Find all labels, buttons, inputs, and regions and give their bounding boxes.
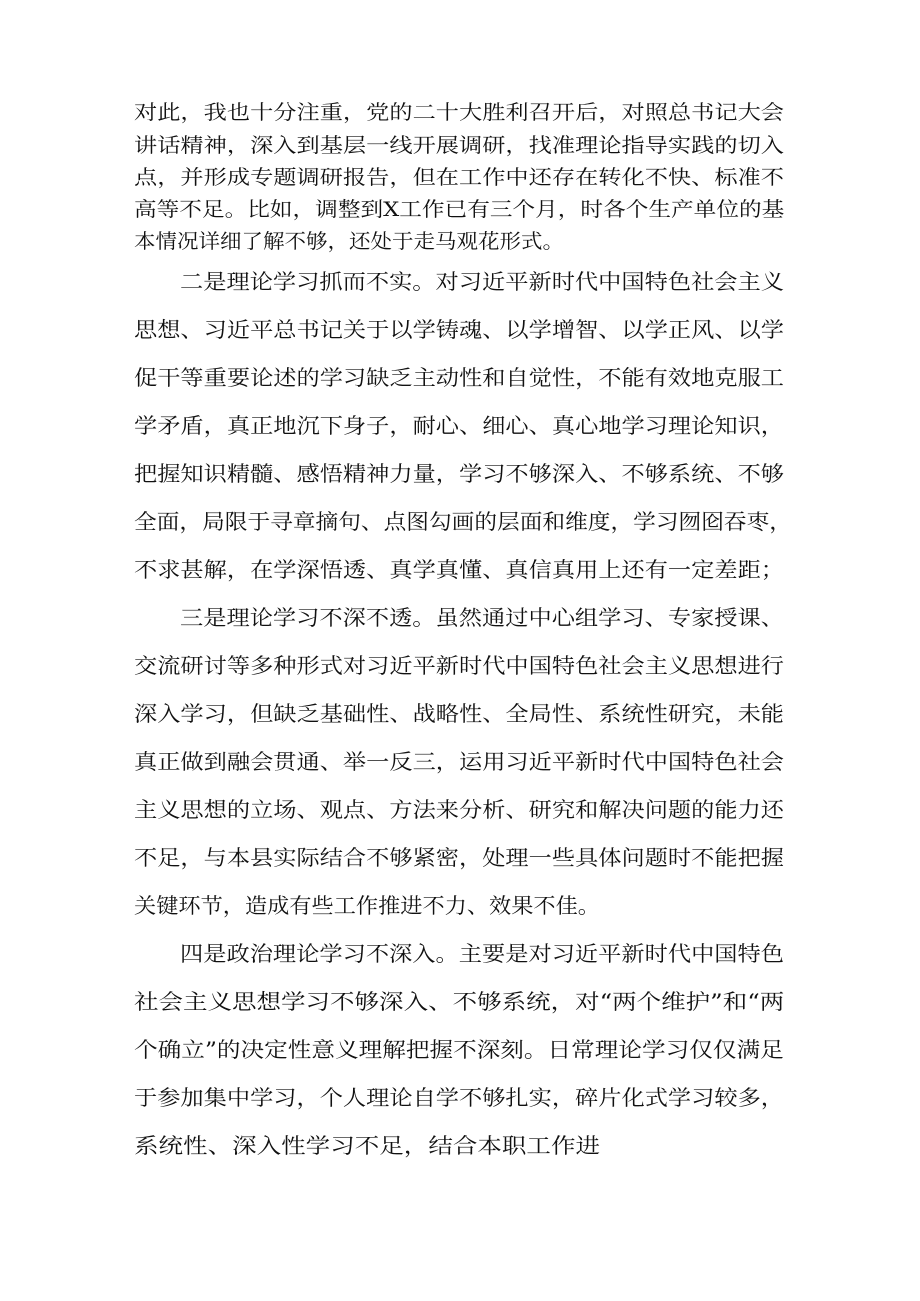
text-line: 本情况详细了解不够，还处于走马观花形式。 bbox=[134, 229, 564, 253]
text-line: 真正做到融会贯通、举一反三，运用习近平新时代中国特色社会 bbox=[134, 750, 784, 774]
text-line: 促干等重要论述的学习缺乏主动性和自觉性，不能有效地克服工 bbox=[134, 366, 784, 390]
text-line: 不求甚解，在学深悟透、真学真懂、真信真用上还有一定差距； bbox=[134, 558, 784, 582]
text-line: 不足，与本县实际结合不够紧密，处理一些具体问题时不能把握 bbox=[134, 846, 784, 870]
text-line: 二是理论学习抓而不实。对习近平新时代中国特色社会主义 bbox=[180, 270, 784, 294]
text-line: 讲话精神，深入到基层一线开展调研，找准理论指导实践的切入 bbox=[134, 133, 784, 157]
text-line: 三是理论学习不深不透。虽然通过中心组学习、专家授课、 bbox=[180, 606, 784, 630]
text-line: 交流研讨等多种形式对习近平新时代中国特色社会主义思想进行 bbox=[134, 654, 784, 678]
text-line: 对此，我也十分注重，党的二十大胜利召开后，对照总书记大会 bbox=[134, 100, 784, 124]
text-line: 个确立”的决定性意义理解把握不深刻。日常理论学习仅仅满足 bbox=[134, 1038, 784, 1062]
text-line: 深入学习，但缺乏基础性、战略性、全局性、系统性研究，未能 bbox=[134, 702, 784, 726]
text-line: 学矛盾，真正地沉下身子，耐心、细心、真心地学习理论知识， bbox=[134, 414, 784, 438]
text-line: 四是政治理论学习不深入。主要是对习近平新时代中国特色 bbox=[180, 942, 784, 966]
text-line: 全面，局限于寻章摘句、点图勾画的层面和维度，学习囫囵吞枣， bbox=[134, 510, 792, 534]
text-line: 思想、习近平总书记关于以学铸魂、以学增智、以学正风、以学 bbox=[134, 318, 784, 342]
text-line: 社会主义思想学习不够深入、不够系统，对“两个维护”和“两 bbox=[134, 990, 785, 1014]
text-line: 系统性、深入性学习不足，结合本职工作进 bbox=[134, 1134, 600, 1158]
text-line: 点，并形成专题调研报告，但在工作中还存在转化不快、标准不 bbox=[134, 165, 784, 189]
text-line: 主义思想的立场、观点、方法来分析、研究和解决问题的能力还 bbox=[134, 798, 784, 822]
text-line: 于参加集中学习，个人理论自学不够扎实，碎片化式学习较多， bbox=[134, 1086, 784, 1110]
text-line: 高等不足。比如，调整到X工作已有三个月，时各个生产单位的基 bbox=[134, 197, 785, 221]
text-line: 关键环节，造成有些工作推进不力、效果不佳。 bbox=[134, 894, 600, 918]
text-line: 把握知识精髓、感悟精神力量，学习不够深入、不够系统、不够 bbox=[134, 462, 784, 486]
